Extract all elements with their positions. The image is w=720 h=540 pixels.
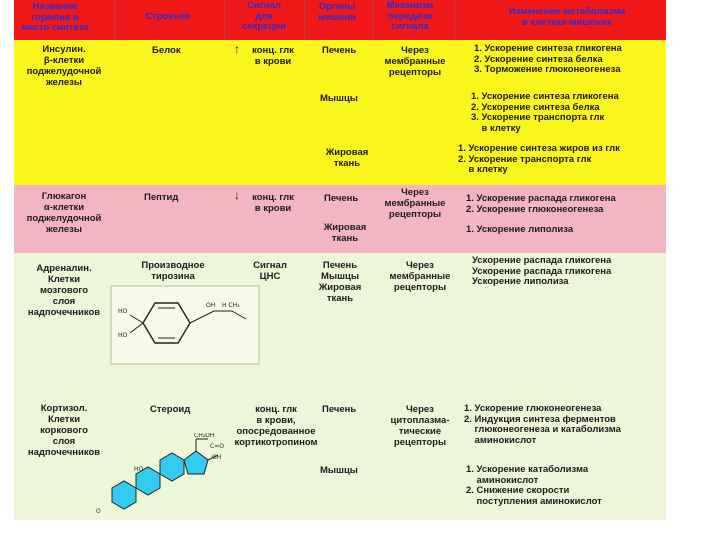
effect-item: 2. Снижение скорости (466, 485, 570, 497)
cortisol-structure-drawing (84, 433, 234, 520)
svg-text:C=O: C=O (210, 443, 224, 450)
glucagon-liver-effects (466, 194, 616, 215)
header-mechanism: Механизм передачи сигнала (386, 0, 434, 32)
cortisol-muscle-effects (466, 465, 602, 507)
insulin-organ-muscle: Мышцы (320, 93, 358, 104)
cortisol-structure: Стероид (150, 404, 191, 415)
svg-text:HO: HO (118, 332, 128, 339)
hormone-table (14, 0, 666, 520)
insulin-signal: конц. глк в крови (252, 45, 294, 67)
adrenaline-effects (472, 256, 611, 288)
adrenaline-structure-drawing (110, 285, 260, 365)
cortisol-signal: конц. глк в крови, опосредованное кортикотропином (234, 404, 318, 448)
header-structure: Строение (145, 11, 191, 22)
lower-rows (14, 253, 666, 520)
insulin-organ-liver: Печень (322, 45, 357, 56)
insulin-structure: Белок (152, 45, 181, 56)
effect-item: 2. Ускорение синтеза белка (471, 101, 600, 113)
glucagon-organ-fat: Жировая ткань (323, 222, 367, 244)
svg-text:OH: OH (212, 454, 222, 461)
effect-item: 3. Торможение глюконеогенеза (474, 64, 621, 76)
glucagon-row (14, 185, 666, 253)
adrenaline-mechanism: Через мембранные рецепторы (389, 260, 451, 293)
header-divider (454, 0, 455, 40)
insulin-fat-effects (458, 144, 620, 176)
svg-text:CH₂OH: CH₂OH (194, 433, 215, 439)
effect-item: поступления аминокислот (466, 495, 602, 507)
header-divider (224, 0, 225, 40)
svg-text:O: O (96, 508, 101, 515)
adrenaline-name: Адреналин. Клетки мозгового слоя надпочечников (27, 263, 101, 318)
effect-item: 2. Ускорение глюконеогенеза (466, 203, 604, 215)
cortisol-organ-liver: Печень (322, 404, 357, 415)
effect-item: 1. Ускорение синтеза гликогена (474, 43, 622, 54)
effect-item: аминокислот (466, 474, 539, 486)
svg-text:HO: HO (134, 466, 144, 473)
glucagon-name: Глюкагон α-клетки поджелудочной железы (26, 191, 102, 235)
effect-item: 1. Ускорение распада гликогена (466, 193, 616, 204)
adrenaline-organs: Печень Мышцы Жировая ткань (318, 260, 362, 304)
glucagon-signal-arrow: ↓ (234, 188, 240, 202)
effect-item: 1. Ускорение синтеза гликогена (471, 91, 619, 102)
cortisol-mechanism: Через цитоплазма- тические рецепторы (390, 404, 450, 448)
header-signal: Сигнал для секреции (242, 0, 286, 32)
effect-item: Ускорение распада гликогена (472, 255, 612, 266)
glucagon-organ-liver: Печень (324, 193, 359, 204)
insulin-muscle-effects (471, 92, 619, 134)
insulin-row (14, 40, 666, 185)
effect-item: 2. Ускорение синтеза белка (474, 53, 603, 65)
header-divider (114, 0, 115, 40)
insulin-signal-arrow: ↑ (234, 42, 240, 56)
adrenaline-signal: Сигнал ЦНС (253, 260, 287, 282)
effect-item: 1. Ускорение липолиза (466, 224, 574, 235)
cortisol-organ-muscle: Мышцы (320, 465, 358, 476)
effect-item: 2. Ускорение транспорта глк (458, 153, 592, 165)
insulin-liver-effects (474, 44, 622, 76)
effect-item: Ускорение липолиза (472, 276, 569, 288)
effect-item: Ускорение распада гликогена (472, 265, 612, 277)
svg-text:OH: OH (206, 302, 216, 309)
effect-item: 1. Ускорение глюконеогенеза (464, 403, 602, 414)
effect-item: 2. Индукция синтеза ферментов (464, 413, 616, 425)
adrenaline-structure: Производное тирозина (141, 260, 205, 282)
header-metabolism: Изменение метаболизма в клетках-мишенях (508, 6, 626, 28)
svg-text:H CH₃: H CH₃ (222, 302, 240, 309)
effect-item: 1. Ускорение катаболизма (466, 464, 589, 475)
insulin-mechanism: Через мембранные рецепторы (384, 45, 446, 78)
glucagon-fat-effects (466, 225, 573, 236)
effect-item: глюконеогенеза и катаболизма (464, 424, 621, 436)
effect-item: в клетку (471, 122, 521, 134)
table-header (14, 0, 666, 40)
effect-item: в клетку (458, 164, 508, 176)
header-hormone: Название гормона и место синтеза (21, 1, 89, 33)
glucagon-structure: Пептид (144, 192, 179, 203)
cortisol-liver-effects (464, 404, 621, 446)
header-target-organs: Органы мишени (318, 1, 356, 23)
svg-text:HO: HO (118, 308, 128, 315)
glucagon-mechanism: Через мембранные рецепторы (384, 187, 446, 220)
header-divider (304, 0, 305, 40)
insulin-organ-fat: Жировая ткань (325, 147, 369, 169)
header-divider (372, 0, 373, 40)
glucagon-signal: конц. глк в крови (252, 192, 294, 214)
effect-item: аминокислот (464, 434, 537, 446)
insulin-name: Инсулин. β-клетки поджелудочной железы (26, 44, 102, 88)
effect-item: 1. Ускорение синтеза жиров из глк (458, 143, 620, 154)
cortisol-name: Кортизол. Клетки коркового слоя надпочечников (27, 403, 101, 458)
effect-item: 3. Ускорение транспорта глк (471, 112, 605, 124)
